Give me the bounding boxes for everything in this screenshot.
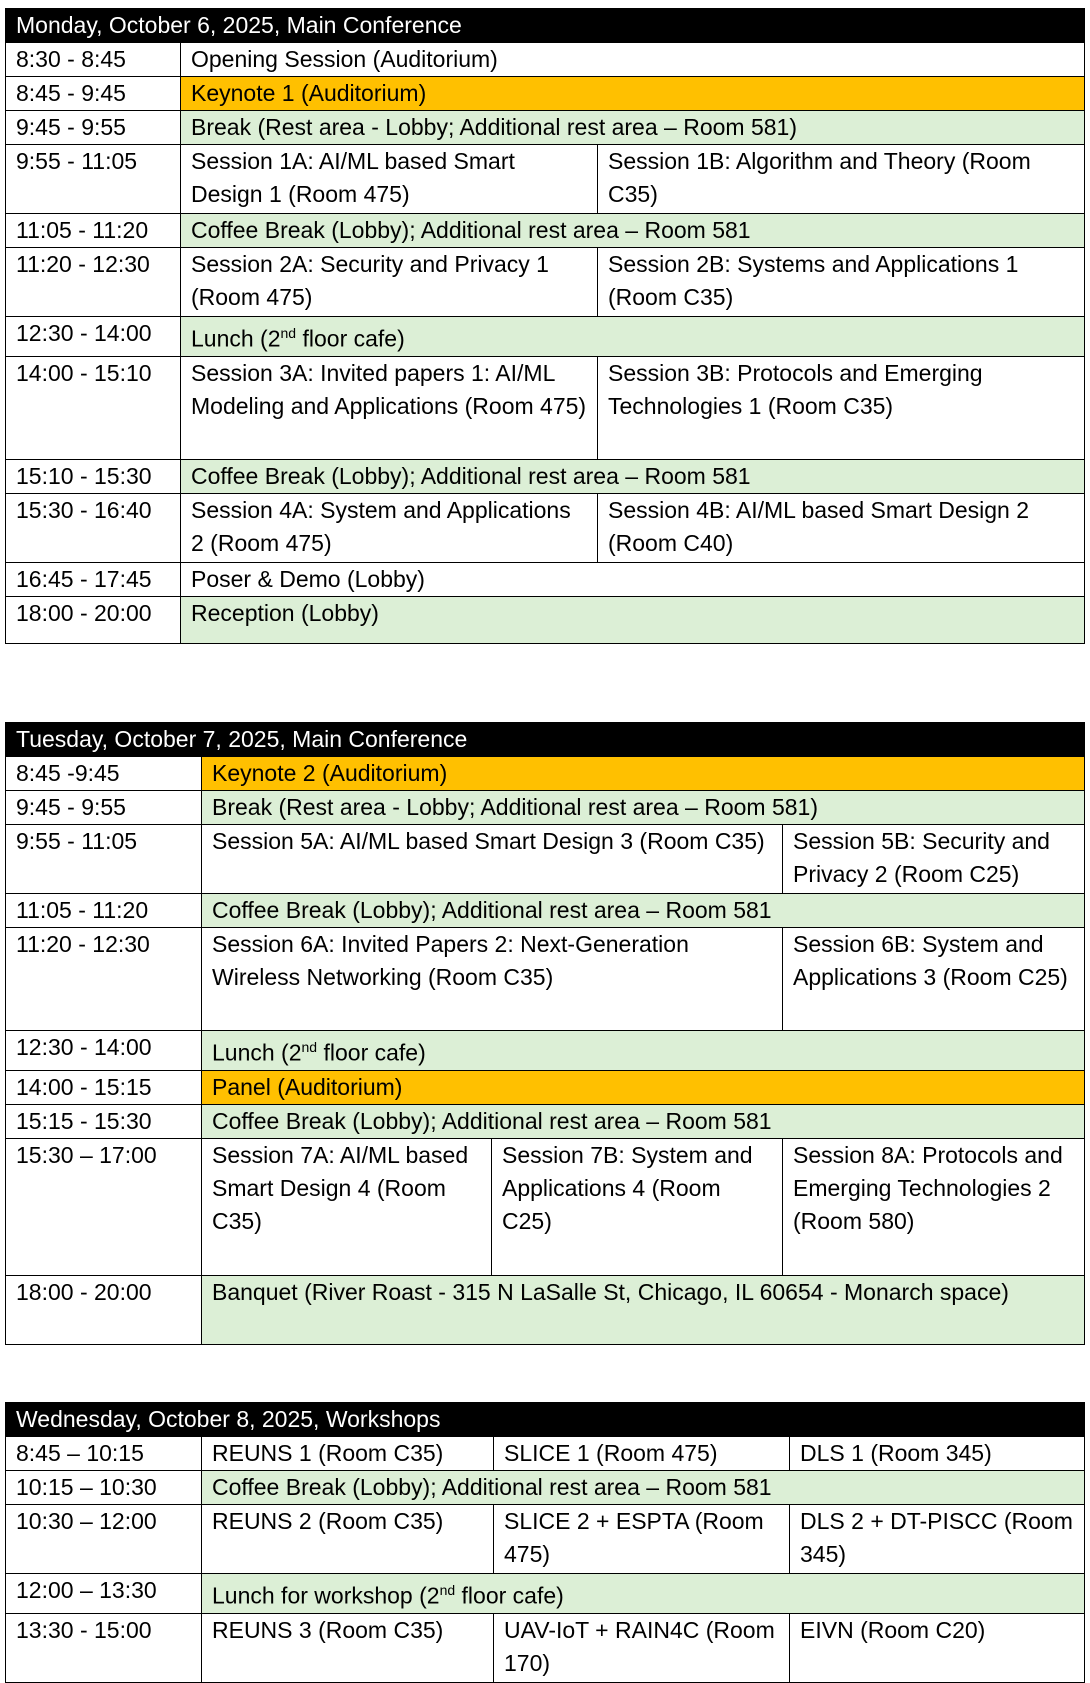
break-cell: Coffee Break (Lobby); Additional rest area – Room 581 [202, 894, 1085, 928]
time-cell: 8:45 -9:45 [6, 757, 202, 791]
time-cell: 11:05 - 11:20 [6, 214, 181, 248]
workshop-cell: DLS 1 (Room 345) [790, 1437, 1085, 1471]
table-row [6, 1031, 1085, 1071]
session-cell: Session 7A: AI/ML based Smart Design 4 (Room C35) [202, 1138, 492, 1275]
time-cell: 9:45 - 9:55 [6, 791, 202, 825]
time-cell: 15:30 - 16:40 [6, 493, 181, 562]
workshop-cell: UAV-IoT + RAIN4C (Room 170) [494, 1613, 790, 1682]
monday-schedule-table [5, 8, 1085, 644]
session-cell: Session 4A: System and Applications 2 (Room 475) [181, 493, 598, 562]
workshop-cell: REUNS 1 (Room C35) [202, 1437, 494, 1471]
time-cell: 11:20 - 12:30 [6, 248, 181, 317]
table-row [6, 145, 1085, 214]
panel-cell: Panel (Auditorium) [202, 1070, 1085, 1104]
time-cell: 18:00 - 20:00 [6, 1275, 202, 1344]
time-cell: 16:45 - 17:45 [6, 562, 181, 596]
table-row [6, 1437, 1085, 1471]
table-row [6, 928, 1085, 1031]
table-row [6, 214, 1085, 248]
lunch-cell: Lunch (2nd floor cafe) [181, 317, 1085, 357]
time-cell: 14:00 - 15:15 [6, 1070, 202, 1104]
session-cell: Session 1A: AI/ML based Smart Design 1 (Room 475) [181, 145, 598, 214]
time-cell: 8:45 - 9:45 [6, 77, 181, 111]
session-cell: Session 7B: System and Applications 4 (Room C25) [492, 1138, 783, 1275]
table-row [6, 1505, 1085, 1574]
break-cell: Coffee Break (Lobby); Additional rest area – Room 581 [181, 214, 1085, 248]
table-row [6, 757, 1085, 791]
time-cell: 15:30 – 17:00 [6, 1138, 202, 1275]
time-cell: 11:20 - 12:30 [6, 928, 202, 1031]
workshop-cell: REUNS 2 (Room C35) [202, 1505, 494, 1574]
session-cell: Session 3B: Protocols and Emerging Technologies 1 (Room C35) [598, 356, 1085, 459]
session-cell: Session 6A: Invited Papers 2: Next-Generation Wireless Networking (Room C35) [202, 928, 783, 1031]
table-row [6, 1070, 1085, 1104]
table-row [6, 825, 1085, 894]
table-row [6, 493, 1085, 562]
session-cell: Session 6B: System and Applications 3 (Room C25) [783, 928, 1085, 1031]
session-cell: Session 4B: AI/ML based Smart Design 2 (Room C40) [598, 493, 1085, 562]
keynote-cell: Keynote 2 (Auditorium) [202, 757, 1085, 791]
time-cell: 9:55 - 11:05 [6, 825, 202, 894]
event-cell: Opening Session (Auditorium) [181, 43, 1085, 77]
table-row [6, 77, 1085, 111]
table-row [6, 1138, 1085, 1275]
day-header: Tuesday, October 7, 2025, Main Conference [6, 723, 1085, 757]
time-cell: 11:05 - 11:20 [6, 894, 202, 928]
workshop-cell: DLS 2 + DT-PISCC (Room 345) [790, 1505, 1085, 1574]
table-row [6, 459, 1085, 493]
time-cell: 9:55 - 11:05 [6, 145, 181, 214]
day-header: Monday, October 6, 2025, Main Conference [6, 9, 1085, 43]
time-cell: 12:00 – 13:30 [6, 1574, 202, 1614]
break-cell: Break (Rest area - Lobby; Additional rest area – Room 581) [181, 111, 1085, 145]
wednesday-schedule-table [5, 1402, 1085, 1683]
break-cell: Coffee Break (Lobby); Additional rest area – Room 581 [202, 1471, 1085, 1505]
event-cell: Reception (Lobby) [181, 596, 1085, 643]
workshop-cell: SLICE 1 (Room 475) [494, 1437, 790, 1471]
table-row [6, 1613, 1085, 1682]
session-cell: Session 8A: Protocols and Emerging Technologies 2 (Room 580) [783, 1138, 1085, 1275]
workshop-cell: SLICE 2 + ESPTA (Room 475) [494, 1505, 790, 1574]
break-cell: Coffee Break (Lobby); Additional rest area – Room 581 [202, 1104, 1085, 1138]
session-cell: Session 5B: Security and Privacy 2 (Room C25) [783, 825, 1085, 894]
table-row [6, 562, 1085, 596]
table-row [6, 894, 1085, 928]
time-cell: 8:45 – 10:15 [6, 1437, 202, 1471]
session-cell: Session 2A: Security and Privacy 1 (Room 475) [181, 248, 598, 317]
break-cell: Break (Rest area - Lobby; Additional rest area – Room 581) [202, 791, 1085, 825]
keynote-cell: Keynote 1 (Auditorium) [181, 77, 1085, 111]
ordinal-suffix: nd [301, 1039, 318, 1055]
table-row [6, 111, 1085, 145]
time-cell: 10:15 – 10:30 [6, 1471, 202, 1505]
event-cell: Poser & Demo (Lobby) [181, 562, 1085, 596]
time-cell: 9:45 - 9:55 [6, 111, 181, 145]
workshop-cell: EIVN (Room C20) [790, 1613, 1085, 1682]
banquet-cell: Banquet (River Roast - 315 N LaSalle St, Chicago, IL 60654 - Monarch space) [202, 1275, 1085, 1344]
time-cell: 14:00 - 15:10 [6, 356, 181, 459]
time-cell: 15:10 - 15:30 [6, 459, 181, 493]
table-row [6, 356, 1085, 459]
lunch-cell: Lunch (2nd floor cafe) [202, 1031, 1085, 1071]
time-cell: 15:15 - 15:30 [6, 1104, 202, 1138]
table-row [6, 791, 1085, 825]
session-cell: Session 5A: AI/ML based Smart Design 3 (Room C35) [202, 825, 783, 894]
time-cell: 12:30 - 14:00 [6, 317, 181, 357]
time-cell: 10:30 – 12:00 [6, 1505, 202, 1574]
table-row [6, 1104, 1085, 1138]
table-row [6, 43, 1085, 77]
time-cell: 8:30 - 8:45 [6, 43, 181, 77]
workshop-cell: REUNS 3 (Room C35) [202, 1613, 494, 1682]
table-row [6, 1275, 1085, 1344]
ordinal-suffix: nd [439, 1582, 456, 1598]
table-row [6, 1471, 1085, 1505]
time-cell: 13:30 - 15:00 [6, 1613, 202, 1682]
day-header: Wednesday, October 8, 2025, Workshops [6, 1403, 1085, 1437]
ordinal-suffix: nd [280, 325, 297, 341]
session-cell: Session 3A: Invited papers 1: AI/ML Modeling and Applications (Room 475) [181, 356, 598, 459]
session-cell: Session 1B: Algorithm and Theory (Room C35) [598, 145, 1085, 214]
tuesday-schedule-table [5, 722, 1085, 1345]
time-cell: 18:00 - 20:00 [6, 596, 181, 643]
table-row [6, 248, 1085, 317]
time-cell: 12:30 - 14:00 [6, 1031, 202, 1071]
lunch-cell: Lunch for workshop (2nd floor cafe) [202, 1574, 1085, 1614]
table-row [6, 596, 1085, 643]
table-row [6, 1574, 1085, 1614]
session-cell: Session 2B: Systems and Applications 1 (Room C35) [598, 248, 1085, 317]
table-row [6, 317, 1085, 357]
break-cell: Coffee Break (Lobby); Additional rest area – Room 581 [181, 459, 1085, 493]
